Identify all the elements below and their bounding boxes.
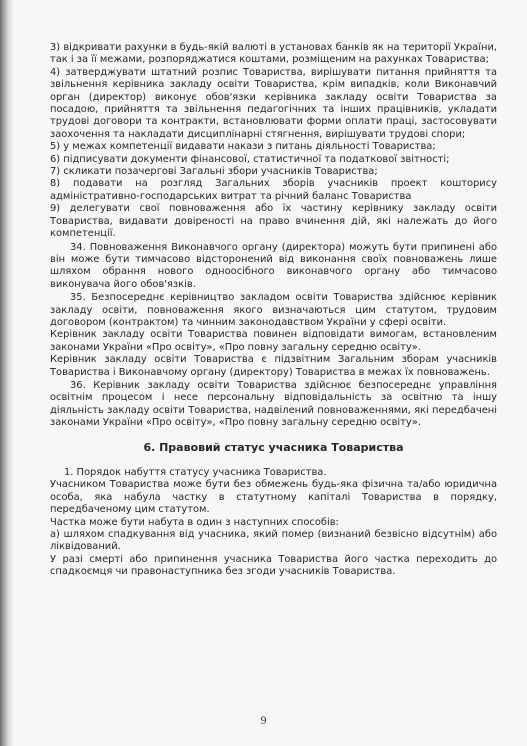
- list-item-6: 6) підписувати документи фінансової, статистичної та податкової звітності;: [50, 153, 450, 165]
- list-item-3: 3) відкривати рахунки в будь-якій валюті в установах банків як на території України, так і за її межами, розпоряджатися коштами, розміщеним на рахунках Товариства;: [50, 42, 497, 66]
- page-number: 9: [260, 716, 267, 727]
- scan-edge: [0, 0, 14, 746]
- section-6-inheritance: У разі смерті або припинення учасника Товариства його частка переходить до спадкоємця чи правонаступника без згоди учасників Товариства.: [50, 553, 497, 578]
- clause-34: 34. Повноваження Виконавчого органу (директора) можуть бути припинені або він може бути тимчасово відсторонений від виконання своїх повноважень лише шляхом обрання нового одноосібного виконавчого органу або тимчасово виконувача його обов'язків.: [50, 241, 497, 290]
- section-title: 6. Правовий статус учасника Товариства: [143, 440, 404, 454]
- list-item-7: 7) скликати позачергові Загальні збори учасників Товариства;: [50, 166, 378, 178]
- section-6-participant: Учасником Товариства може бути без обмежень будь-яка фізична та/або юридична особа, яка набула частку в статутному капіталі Товариства в порядку, передбаченому цим статутом.: [50, 479, 497, 516]
- section-6-methods: Частка може бути набута в один з наступних способів:: [50, 516, 339, 528]
- section-6-item-1: 1. Порядок набуття статусу учасника Товариства.: [64, 467, 327, 478]
- clause-36: 36. Керівник закладу освіти Товариства здійснює безпосереднє управління освітнім процесом і несе персональну відповідальність за освітню та іншу діяльність закладу освіти Товариства, надвілений повноваженнями, які передбачені законами України «Про освіту», «Про повну загальну середню освіту».: [50, 379, 497, 429]
- clause-35-requirements: Керівник закладу освіти Товариства повинен відповідати вимогам, встановленим законами України «Про освіту», «Про повну загальну середню освіту».: [50, 329, 497, 353]
- list-item-5: 5) у межах компетенції видавати накази з питань діяльності Товариства;: [50, 141, 436, 153]
- section-6-method-a: а) шляхом спадкування від учасника, який помер (визнаний безвісно відсутнім) або ліквідований.: [50, 529, 497, 553]
- list-item-4: 4) затверджувати штатний розпис Товариства, вирішувати питання прийняття та звільнення керівника закладу освіти Товариства, крім випадків, коли Виконавчий орган (директор) виконує обов'язки керівника закладу освіти Товариства за посадою, прийняття та звільнення педагогічних та інших працівників, укладати трудові договори та контракти, встановлювати форми оплати праці, застосовувати заохочення та накладати дисциплінарні стягнення, вирішувати трудові спори;: [50, 66, 497, 140]
- list-item-8: 8) подавати на розгляд Загальних зборів учасників проект кошторису адміністративно-господарських витрат та річний баланс Товариства: [50, 178, 497, 202]
- list-item-9: 9) делегувати свої повноваження або їх частину керівнику закладу освіти Товариства, видавати довіреності на право вчинення дій, які належать до його компетенції.: [50, 203, 497, 240]
- clause-35: 35. Безпосереднє керівництво закладом освіти Товариства здійснює керівник закладу освіти, повноваження якого визначаються цим статутом, трудовим договором (контрактом) та чинним законодавством України у сфері освіти.: [50, 292, 497, 328]
- document-page: [50, 42, 497, 579]
- clause-35-accountability: Керівник закладу освіти Товариства є підзвітним Загальним зборам учасників Товариства і Виконавчому органу (директору) Товариства в межах їх повноважень.: [50, 354, 497, 378]
